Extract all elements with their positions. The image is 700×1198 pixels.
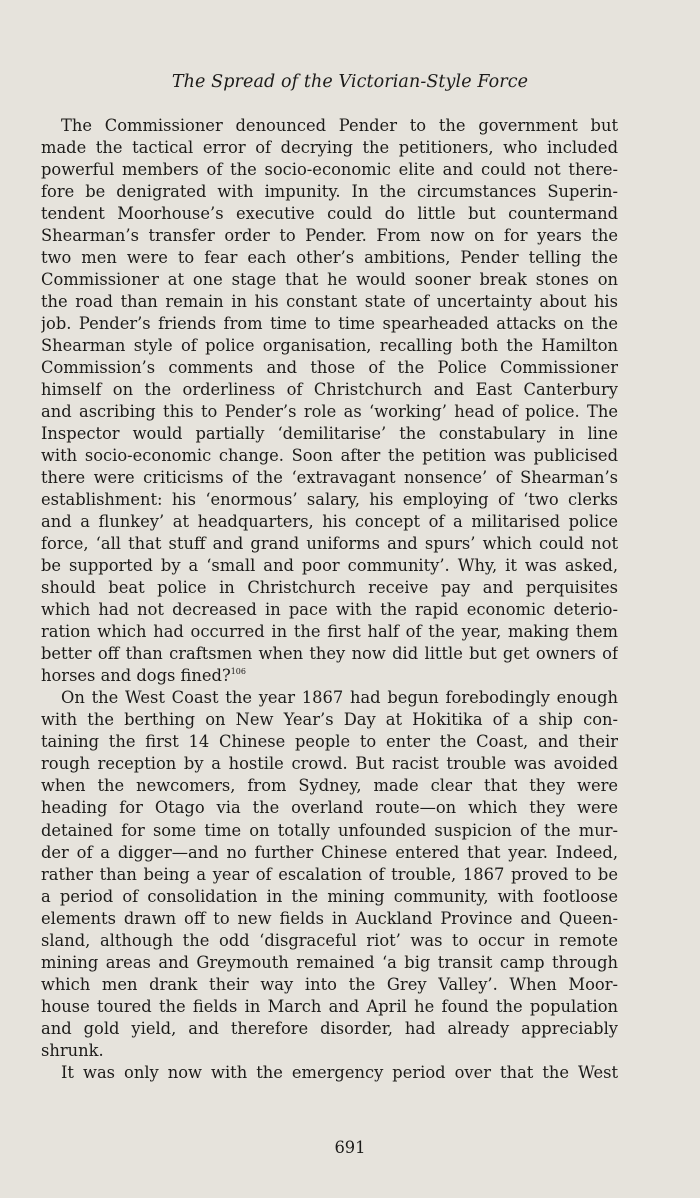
- text-line: der of a digger—and no further Chinese entered that year. Indeed,: [41, 842, 618, 862]
- text-line: Commissioner at one stage that he would sooner break stones on: [41, 270, 618, 290]
- text-line: fore be denigrated with impunity. In the circumstances Superin-: [41, 182, 618, 202]
- text-line: when the newcomers, from Sydney, made clear that they were: [41, 776, 618, 796]
- text-line: mining areas and Greymouth remained ‘a big transit camp through: [41, 952, 618, 972]
- text-line: and a flunkey’ at headquarters, his concept of a militarised police: [41, 512, 618, 532]
- text-line: and ascribing this to Pender’s role as ‘working’ head of police. The: [41, 402, 618, 422]
- text-line: the road than remain in his constant state of uncertainty about his: [41, 292, 618, 312]
- paragraph-3: [41, 1062, 618, 1084]
- text-line: taining the first 14 Chinese people to enter the Coast, and their: [41, 732, 618, 752]
- body-text: [41, 115, 618, 1084]
- text-line: a period of consolidation in the mining community, with footloose: [41, 886, 618, 906]
- text-line: two men were to fear each other’s ambitions, Pender telling the: [41, 248, 618, 268]
- text-line: shrunk.: [41, 1040, 104, 1060]
- paragraph-2: [41, 687, 618, 1061]
- text-line: be supported by a ‘small and poor community’. Why, it was asked,: [41, 556, 618, 576]
- text-line: It was only now with the emergency period over that the West: [61, 1062, 618, 1082]
- text-line: tendent Moorhouse’s executive could do little but countermand: [41, 204, 618, 224]
- text-line: elements drawn off to new fields in Auckland Province and Queen-: [41, 908, 618, 928]
- paragraph-1: [41, 115, 618, 687]
- text-line: powerful members of the socio-economic elite and could not there-: [41, 160, 618, 180]
- text-line: Shearman’s transfer order to Pender. From now on for years the: [41, 226, 618, 246]
- text-line: house toured the fields in March and April he found the population: [41, 996, 618, 1016]
- text-line: should beat police in Christchurch receive pay and perquisites: [41, 578, 618, 598]
- text-line: rough reception by a hostile crowd. But racist trouble was avoided: [41, 754, 618, 774]
- text-line: force, ‘all that stuff and grand uniforms and spurs’ which could not: [41, 534, 618, 554]
- text-line: and gold yield, and therefore disorder, had already appreciably: [41, 1018, 618, 1038]
- running-head: The Spread of the Victorian-Style Force: [171, 72, 529, 92]
- text-line: with socio-economic change. Soon after the petition was publicised: [41, 446, 618, 466]
- text-line: ration which had occurred in the first half of the year, making them: [41, 622, 618, 642]
- page-number: 691: [334, 1138, 366, 1157]
- text-line: detained for some time on totally unfounded suspicion of the mur-: [41, 820, 618, 840]
- text-line: On the West Coast the year 1867 had begun forebodingly enough: [61, 688, 618, 708]
- text-line: rather than being a year of escalation of trouble, 1867 proved to be: [41, 864, 618, 884]
- text-line: job. Pender’s friends from time to time spearheaded attacks on the: [41, 314, 618, 334]
- text-line: which had not decreased in pace with the rapid economic deterio-: [41, 600, 618, 620]
- text-line: establishment: his ‘enormous’ salary, his employing of ‘two clerks: [41, 490, 618, 510]
- text-line: Shearman style of police organisation, recalling both the Hamilton: [41, 336, 618, 356]
- text-line: sland, although the odd ‘disgraceful riot’ was to occur in remote: [41, 930, 618, 950]
- text-line: with the berthing on New Year’s Day at Hokitika of a ship con-: [41, 710, 618, 730]
- text-line: better off than craftsmen when they now did little but get owners of: [41, 644, 618, 664]
- footnote-reference: 106: [230, 667, 246, 677]
- text-line: [41, 665, 618, 687]
- text-line: Inspector would partially ‘demilitarise’ the constabulary in line: [41, 424, 618, 444]
- text-line: The Commissioner denounced Pender to the government but: [61, 116, 618, 135]
- text-line: there were criticisms of the ‘extravagant nonsence’ of Shearman’s: [41, 468, 618, 488]
- text-line: which men drank their way into the Grey Valley’. When Moor-: [41, 974, 618, 994]
- text-line: heading for Otago via the overland route—on which they were: [41, 798, 618, 818]
- text-line: made the tactical error of decrying the petitioners, who included: [41, 138, 618, 158]
- text-line: himself on the orderliness of Christchurch and East Canterbury: [41, 380, 618, 400]
- text-line: Commission’s comments and those of the Police Commissioner: [41, 358, 618, 378]
- text-line-content: horses and dogs fined?: [41, 666, 231, 686]
